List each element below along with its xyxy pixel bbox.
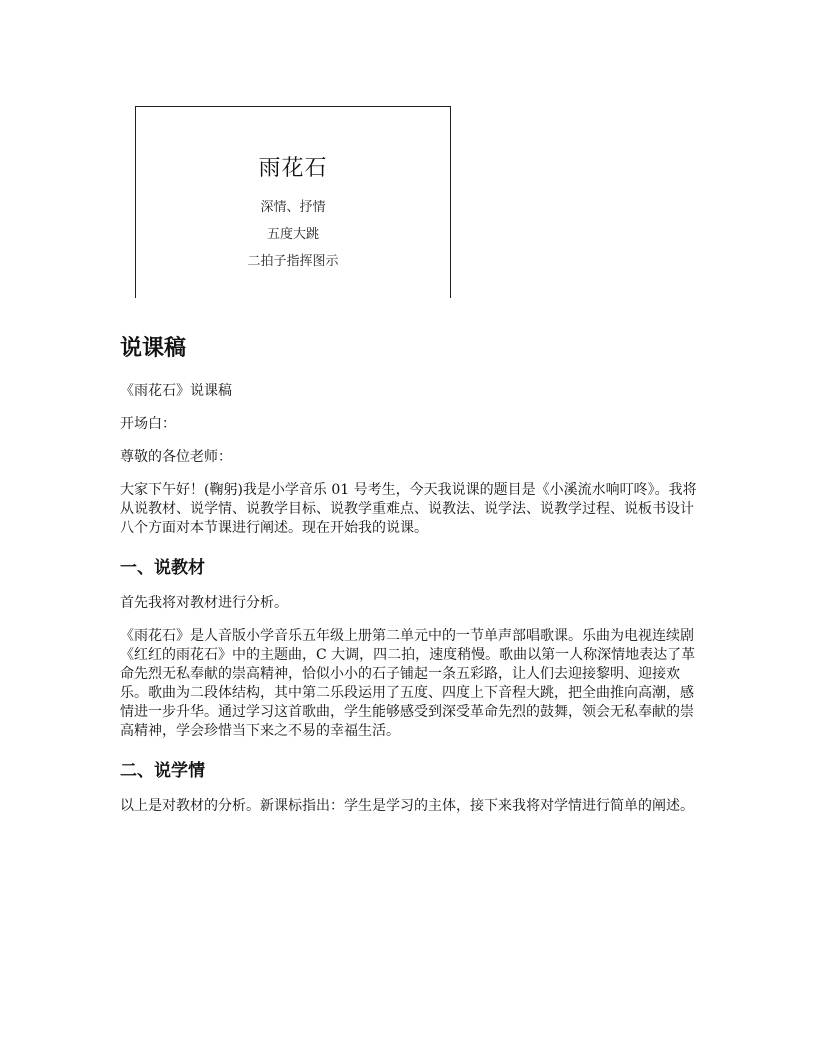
students-intro: 以上是对教材的分析。新课标指出：学生是学习的主体，接下来我将对学情进行简单的阐述。 — [120, 798, 694, 814]
lecture-title: 《雨花石》说课稿 — [120, 383, 232, 399]
document-heading: 说课稿 — [120, 336, 187, 361]
textbook-analysis: 《雨花石》是人音版小学音乐五年级上册第二单元中的一节单声部唱歌课。乐曲为电视连续剧《红红的雨花石》中的主题曲，C 大调，四二拍，速度稍慢。歌曲以第一人称深情地表达了革命先烈无私奉献的崇高精神，恰似小小的石子铺起一条五彩路，让人们去迎接黎明、迎接欢乐。歌曲为二段体结构，其中第二乐段运用了五度、四度上下音程大跳，把全曲推向高潮，感情进一步升华。通过学习这首歌曲，学生能够感受到深受革命先烈的鼓舞，领会无私奉献的崇高精神，学会珍惜当下来之不易的幸福生活。 — [120, 628, 696, 739]
textbook-intro: 首先我将对教材进行分析。 — [120, 595, 288, 611]
board-line-emotion: 深情、抒情 — [260, 200, 326, 215]
blackboard-design-box — [135, 106, 451, 298]
board-title: 雨花石 — [258, 156, 328, 181]
section-heading-textbook: 一、说教材 — [120, 558, 205, 578]
section-heading-students: 二、说学情 — [120, 761, 205, 781]
greeting: 尊敬的各位老师： — [120, 449, 232, 465]
document-body — [120, 334, 700, 830]
board-line-interval: 五度大跳 — [266, 227, 319, 242]
opening-label: 开场白： — [120, 416, 176, 432]
board-line-conducting: 二拍子指挥图示 — [247, 254, 339, 269]
intro-paragraph: 大家下午好！(鞠躬)我是小学音乐 01 号考生，今天我说课的题目是《小溪流水响叮咚》。我将从说教材、说学情、说教学目标、说教学重难点、说教法、说学法、说教学过程、说板书设计八个方面对本节课进行阐述。现在开始我的说课。 — [120, 482, 697, 536]
